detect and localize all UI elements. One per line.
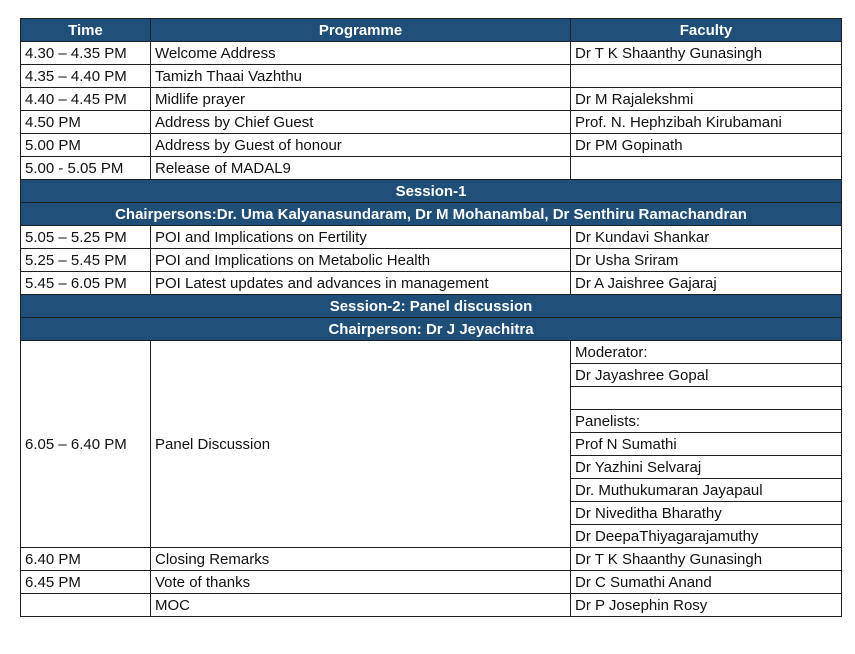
programme-cell: Release of MADAL9 [151,157,571,180]
time-cell: 4.50 PM [21,111,151,134]
time-cell: 5.25 – 5.45 PM [21,249,151,272]
panel-faculty-cell: Dr. Muthukumaran Jayapaul [571,479,842,502]
time-cell: 5.00 PM [21,134,151,157]
session-2-title: Session-2: Panel discussion [21,295,842,318]
table-row [21,157,842,180]
programme-schedule [20,18,842,617]
panel-faculty-cell: Dr Niveditha Bharathy [571,502,842,525]
table-row [21,111,842,134]
table-row [21,65,842,88]
table-row [21,272,842,295]
table-row [21,594,842,617]
faculty-cell: Dr C Sumathi Anand [571,571,842,594]
faculty-cell: Dr A Jaishree Gajaraj [571,272,842,295]
programme-cell: Address by Guest of honour [151,134,571,157]
time-cell: 5.00 - 5.05 PM [21,157,151,180]
panel-faculty-cell: Dr DeepaThiyagarajamuthy [571,525,842,548]
programme-cell: POI Latest updates and advances in management [151,272,571,295]
panel-faculty-cell: Dr Jayashree Gopal [571,364,842,387]
programme-cell: Closing Remarks [151,548,571,571]
header-programme: Programme [151,19,571,42]
programme-cell: POI and Implications on Metabolic Health [151,249,571,272]
faculty-cell: Dr P Josephin Rosy [571,594,842,617]
faculty-cell: Dr PM Gopinath [571,134,842,157]
panel-faculty-cell: Dr Yazhini Selvaraj [571,456,842,479]
faculty-cell [571,65,842,88]
header-faculty: Faculty [571,19,842,42]
time-cell: 6.45 PM [21,571,151,594]
programme-cell: Address by Chief Guest [151,111,571,134]
time-cell: 6.40 PM [21,548,151,571]
session-2-chair-row [21,318,842,341]
table-row [21,226,842,249]
table-row [21,249,842,272]
programme-cell: Welcome Address [151,42,571,65]
schedule-table [20,18,842,617]
panel-faculty-cell: Prof N Sumathi [571,433,842,456]
faculty-cell: Dr T K Shaanthy Gunasingh [571,548,842,571]
table-row [21,571,842,594]
session-2-title-row [21,295,842,318]
programme-cell: Vote of thanks [151,571,571,594]
panel-faculty-cell: Panelists: [571,410,842,433]
time-cell: 5.05 – 5.25 PM [21,226,151,249]
panel-row [21,341,842,364]
panel-programme-cell: Panel Discussion [151,341,571,548]
panel-time-cell: 6.05 – 6.40 PM [21,341,151,548]
session-1-chairpersons: Chairpersons:Dr. Uma Kalyanasundaram, Dr M Mohanambal, Dr Senthiru Ramachandran [21,203,842,226]
session-1-title: Session-1 [21,180,842,203]
time-cell: 4.35 – 4.40 PM [21,65,151,88]
table-row [21,88,842,111]
panel-faculty-cell [571,387,842,410]
time-cell: 4.40 – 4.45 PM [21,88,151,111]
table-row [21,134,842,157]
header-time: Time [21,19,151,42]
programme-cell: MOC [151,594,571,617]
programme-cell: Midlife prayer [151,88,571,111]
programme-cell: POI and Implications on Fertility [151,226,571,249]
header-row [21,19,842,42]
faculty-cell: Dr Usha Sriram [571,249,842,272]
session-1-chair-row [21,203,842,226]
faculty-cell: Dr M Rajalekshmi [571,88,842,111]
table-row [21,42,842,65]
time-cell: 5.45 – 6.05 PM [21,272,151,295]
table-row [21,548,842,571]
faculty-cell: Prof. N. Hephzibah Kirubamani [571,111,842,134]
faculty-cell: Dr Kundavi Shankar [571,226,842,249]
session-1-title-row [21,180,842,203]
faculty-cell [571,157,842,180]
faculty-cell: Dr T K Shaanthy Gunasingh [571,42,842,65]
panel-faculty-cell: Moderator: [571,341,842,364]
programme-cell: Tamizh Thaai Vazhthu [151,65,571,88]
time-cell [21,594,151,617]
session-2-chairperson: Chairperson: Dr J Jeyachitra [21,318,842,341]
time-cell: 4.30 – 4.35 PM [21,42,151,65]
